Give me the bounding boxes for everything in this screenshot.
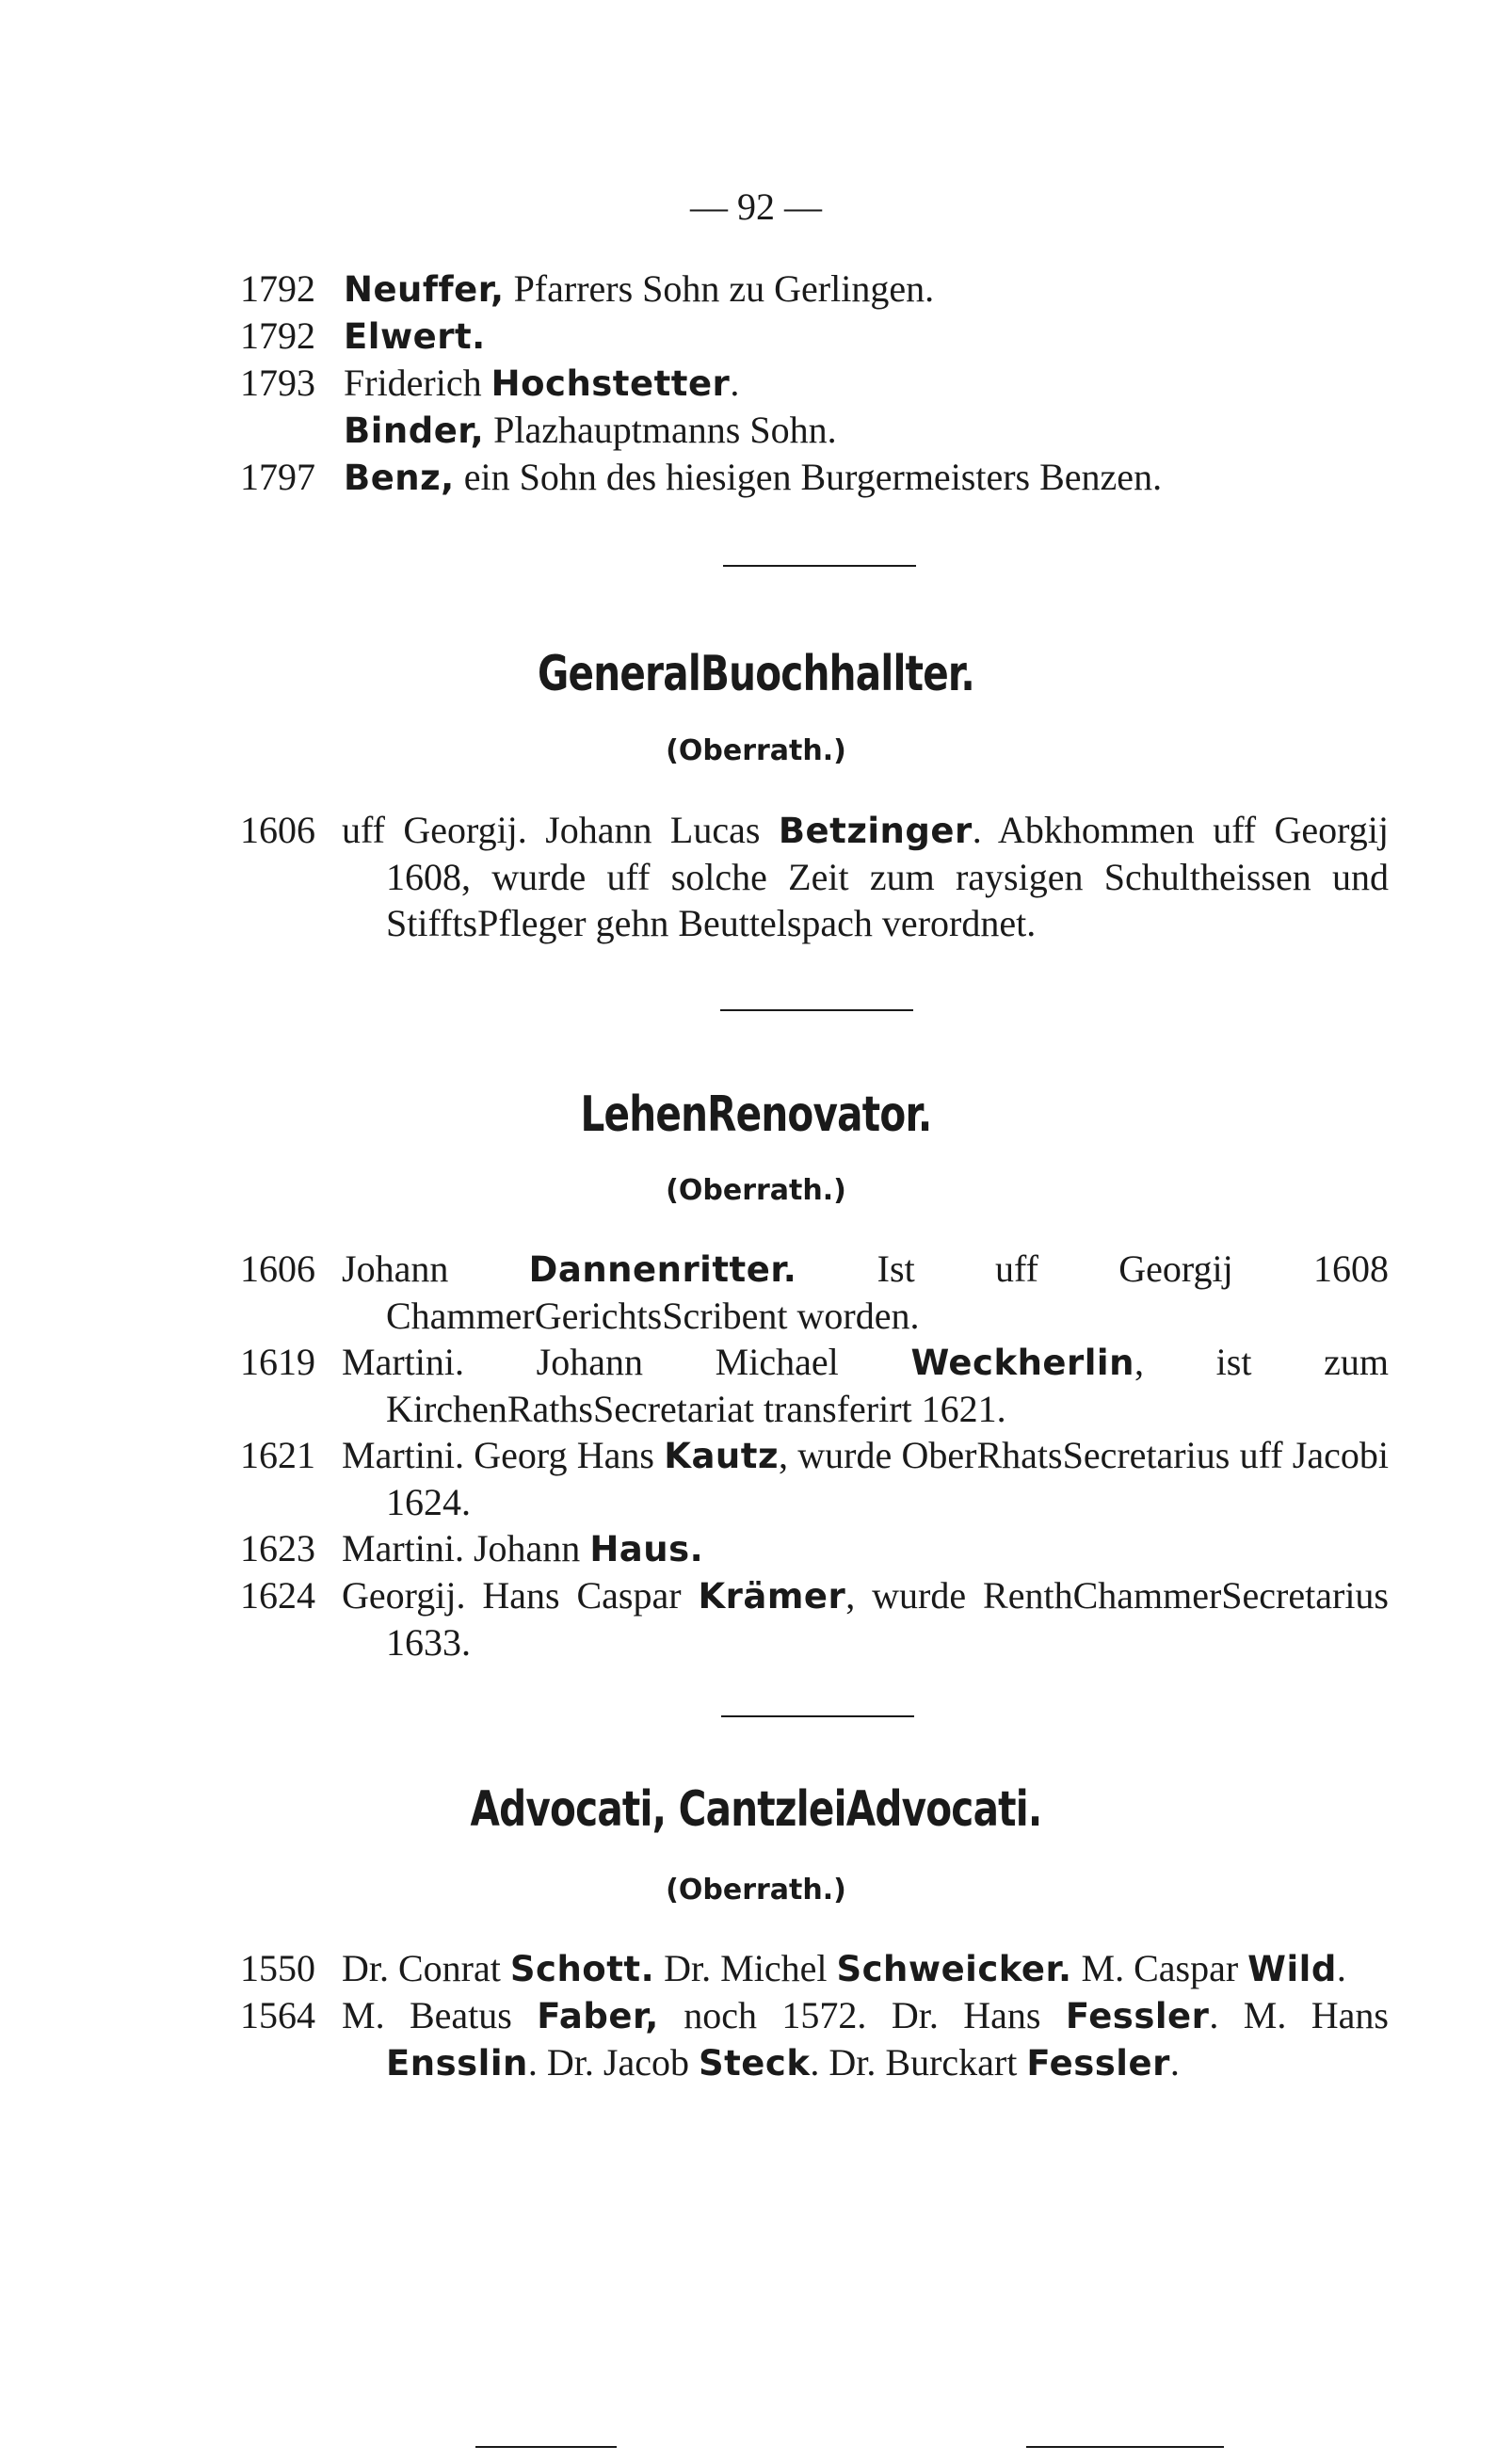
entry-fragment: Martini. Johann Michael (342, 1341, 911, 1383)
entry-fragment: . (1336, 1947, 1346, 1989)
section-entry-list (240, 807, 1389, 946)
entry-fragment: Dr. Michel (654, 1947, 837, 1989)
entry-year: 1606 (240, 809, 315, 851)
entry-fragment: . (1169, 2041, 1180, 2084)
entry-fragment: Plazhauptmanns Sohn. (484, 409, 837, 451)
entry-fragment: . Abkhommen uff Georgij 1608, wurde uff solche Zeit zum raysigen Schultheissen und StifftsPfleger gehn Beuttelspach verordnet. (386, 809, 1390, 944)
person-name: Neuffer, (344, 269, 505, 310)
person-name: Steck (698, 2043, 811, 2084)
section-divider (721, 1715, 914, 1717)
page-number: — 92 — (690, 185, 822, 228)
entry-fragment: Friderich (344, 362, 491, 404)
entry-fragment: ein Sohn des hiesigen Burgermeisters Benzen. (454, 456, 1163, 498)
entry-text (342, 1574, 1389, 1664)
section-title: Advocati, CantzleiAdvocati. (470, 1781, 1042, 1838)
entry-year: 1797 (240, 456, 315, 498)
entry-fragment: . Dr. Burckart (810, 2041, 1027, 2084)
person-name: Dannenritter. (528, 1249, 797, 1290)
person-name: Hochstetter (491, 363, 731, 404)
person-name: Schott. (509, 1949, 655, 1989)
section-entry-list (240, 1945, 1389, 2086)
entry-text (344, 362, 739, 404)
entry-fragment: , wurde OberRhatsSecretarius uff Jacobi 1624. (386, 1434, 1389, 1523)
entry-fragment: Pfarrers Sohn zu Gerlingen. (504, 267, 935, 310)
entry-fragment: Johann (342, 1247, 529, 1290)
entry-text (344, 456, 1162, 498)
person-name: Fessler (1065, 1996, 1210, 2036)
section-divider (720, 1009, 913, 1011)
entry-fragment: Martini. Johann (342, 1527, 590, 1569)
entry-text (344, 267, 934, 310)
person-name: Haus. (589, 1529, 704, 1569)
entry-fragment: . M. Hans (1209, 1994, 1389, 2036)
entry-text (342, 1527, 703, 1569)
person-name: Faber, (537, 1996, 659, 2036)
entry (240, 266, 1389, 313)
entry-year: 1624 (240, 1574, 315, 1617)
top-entry-list (240, 266, 1389, 501)
entry-text (342, 1947, 1346, 1989)
entry-text (342, 1994, 1389, 2084)
entry-text (342, 1434, 1389, 1523)
person-name: Schweicker. (836, 1949, 1072, 1989)
entry (240, 454, 1389, 501)
person-name: Weckherlin (910, 1343, 1134, 1383)
entry (240, 1572, 1389, 1665)
entry-year: 1621 (240, 1434, 315, 1476)
footer-rule (1026, 2446, 1224, 2448)
section-title: GeneralBuochhallter. (537, 646, 975, 702)
person-name: Binder, (344, 410, 485, 451)
section-title: LehenRenovator. (580, 1086, 932, 1143)
section-subtitle: (Oberrath.) (666, 1874, 846, 1907)
entry (240, 313, 1389, 360)
entry (240, 1432, 1389, 1525)
entry-fragment: Martini. Georg Hans (342, 1434, 665, 1476)
section-subtitle: (Oberrath.) (666, 734, 846, 767)
person-name: Wild (1247, 1949, 1337, 1989)
person-name: Kautz (664, 1436, 779, 1476)
entry-year: 1793 (240, 362, 315, 404)
entry (240, 360, 1389, 407)
entry-text (344, 409, 837, 451)
person-name: Elwert. (344, 316, 486, 357)
entry-fragment: , wurde RenthChammerSecretarius 1633. (386, 1574, 1389, 1664)
entry-year: 1619 (240, 1341, 315, 1383)
section-entry-list (240, 1246, 1389, 1665)
entry-year: 1606 (240, 1247, 315, 1290)
entry (240, 407, 1389, 454)
section-subtitle: (Oberrath.) (666, 1174, 846, 1207)
entry (240, 807, 1389, 946)
person-name: Fessler (1026, 2043, 1170, 2084)
entry-fragment: . (730, 362, 740, 404)
person-name: Ensslin (386, 2043, 528, 2084)
entry (240, 1945, 1389, 1992)
entry-fragment: noch 1572. Dr. Hans (658, 1994, 1066, 2036)
entry-year: 1550 (240, 1947, 315, 1989)
entry-fragment: Georgij. Hans Caspar (342, 1574, 699, 1617)
entry-fragment: Dr. Conrat (342, 1947, 510, 1989)
entry-year: 1564 (240, 1994, 315, 2036)
entry (240, 1339, 1389, 1432)
person-name: Benz, (344, 458, 455, 498)
entry-year: 1792 (240, 267, 315, 310)
entry (240, 1246, 1389, 1339)
entry-text (342, 809, 1389, 944)
entry (240, 1525, 1389, 1572)
entry (240, 1992, 1389, 2086)
entry-fragment: Ist uff Georgij 1608 ChammerGerichtsScribent worden. (386, 1247, 1389, 1337)
footer-rule (475, 2446, 617, 2448)
entry-year: 1623 (240, 1527, 315, 1569)
section-divider (723, 565, 916, 567)
entry-text (342, 1341, 1389, 1430)
entry-fragment: M. Caspar (1071, 1947, 1248, 1989)
entry-fragment: uff Georgij. Johann Lucas (342, 809, 779, 851)
person-name: Krämer (698, 1576, 846, 1617)
entry-text (342, 1247, 1389, 1337)
entry-year: 1792 (240, 314, 315, 357)
person-name: Betzinger (778, 811, 973, 851)
entry-fragment: M. Beatus (342, 1994, 538, 2036)
entry-fragment: , ist zum KirchenRathsSecretariat transferirt 1621. (386, 1341, 1389, 1430)
entry-fragment: . Dr. Jacob (527, 2041, 699, 2084)
entry-text (344, 314, 486, 357)
